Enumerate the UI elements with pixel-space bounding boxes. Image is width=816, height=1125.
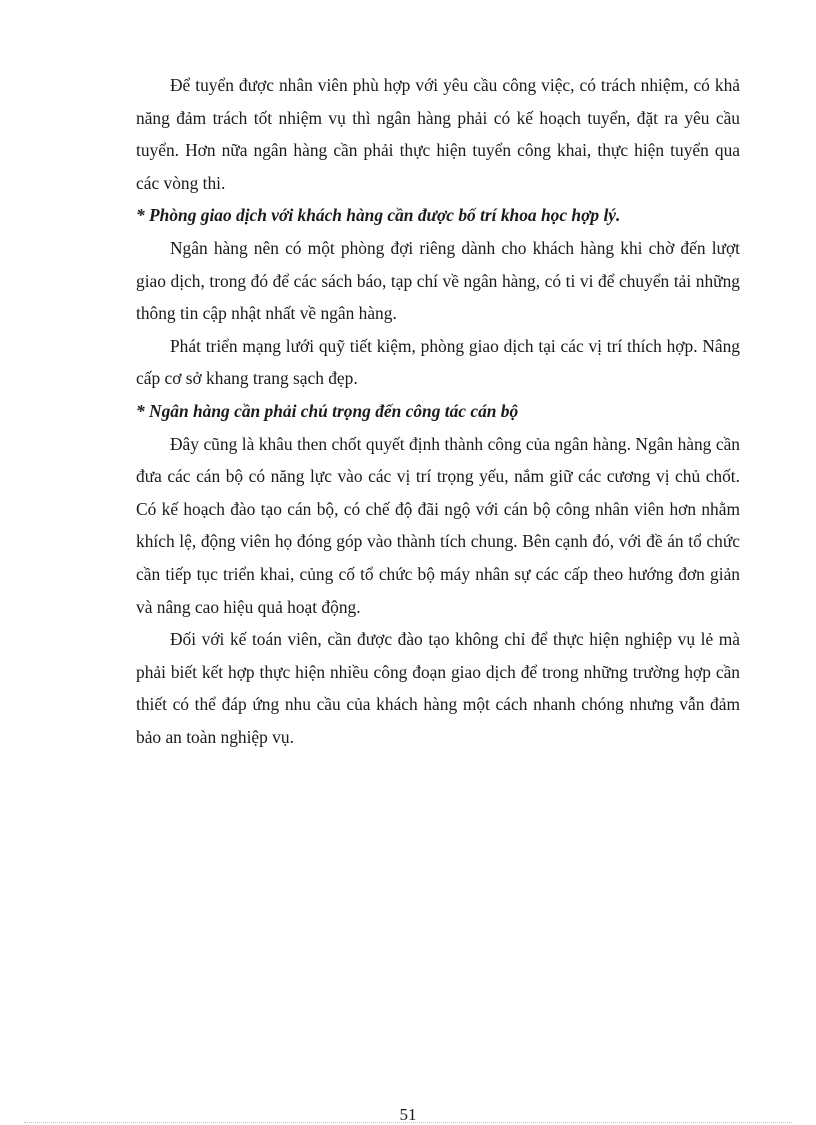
paragraph-network-expansion: Phát triển mạng lưới quỹ tiết kiệm, phòng giao dịch tại các vị trí thích hợp. Nâng cấp cơ sở khang trang sạch đẹp. <box>136 335 740 389</box>
paragraph-key-factor: Đây cũng là khâu then chốt quyết định thành công của ngân hàng. Ngân hàng cần đưa các cán bộ có năng lực vào các vị trí trọng yếu, nắm giữ các cương vị chủ chốt. Có kế hoạch đào tạo cán bộ, có chế độ đãi ngộ với cán bộ công nhân viên hơn nhằm khích lệ, động viên họ đóng góp vào thành tích chung. Bên cạnh đó, với đề án tổ chức cần tiếp tục triển khai, củng cố tổ chức bộ máy nhân sự các cấp theo hướng đơn giản và nâng cao hiệu quả hoạt động. <box>136 433 740 617</box>
heading-staff-work: * Ngân hàng cần phải chú trọng đến công tác cán bộ <box>136 400 519 421</box>
paragraph-accountants: Đối với kế toán viên, cần được đào tạo không chỉ để thực hiện nghiệp vụ lẻ mà phải biết kết hợp thực hiện nhiều công đoạn giao dịch để trong những trường hợp cần thiết có thể đáp ứng nhu cầu của khách hàng một cách nhanh chóng nhưng vẫn đảm bảo an toàn nghiệp vụ. <box>136 629 740 747</box>
paragraph-waiting-room: Ngân hàng nên có một phòng đợi riêng dành cho khách hàng khi chờ đến lượt giao dịch, trong đó để các sách báo, tạp chí về ngân hàng, có ti vi để chuyển tải những thông tin cập nhật nhất về ngân hàng. <box>136 237 740 324</box>
paragraph-recruitment: Để tuyển được nhân viên phù hợp với yêu cầu công việc, có trách nhiệm, có khả năng đảm trách tốt nhiệm vụ thì ngân hàng phải có kế hoạch tuyển, đặt ra yêu cầu tuyển. Hơn nữa ngân hàng cần phải thực hiện tuyển công khai, thực hiện tuyển qua các vòng thi. <box>136 75 740 193</box>
heading-transaction-room: * Phòng giao dịch với khách hàng cần được bố trí khoa học hợp lý. <box>136 205 621 226</box>
page-number: 51 <box>399 1105 417 1124</box>
page-content <box>136 69 740 753</box>
